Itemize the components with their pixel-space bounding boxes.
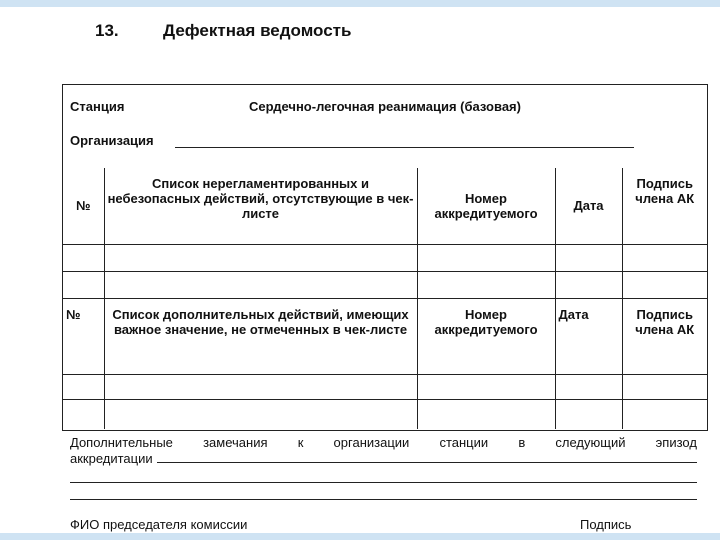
signature-label: Подпись [580,517,632,532]
notes-word: эпизод [655,435,697,450]
table-row [63,374,707,399]
notes-blank-line[interactable] [70,483,697,500]
table-cell[interactable] [104,374,417,399]
table-row [63,244,707,271]
notes-word: замечания [203,435,268,450]
table-row [63,399,707,429]
notes-line-1 [70,435,697,450]
notes-line-2-label: аккредитации [70,451,153,466]
station-label: Станция [70,99,125,114]
notes-field[interactable] [157,451,697,463]
table1-header-list: Список нерегламентированных и небезопасных действий, отсутствующие в чек-листе [104,168,417,244]
table-cell[interactable] [555,244,622,271]
table-cell[interactable] [104,399,417,429]
table-cell[interactable] [104,271,417,298]
table-cell[interactable] [63,374,104,399]
defect-table [63,168,707,429]
table1-header-candidate: Номер аккредитуемого [417,168,555,244]
table2-header-signature: Подпись члена АК [622,298,707,374]
table1-header-signature: Подпись члена АК [622,168,707,244]
table-cell[interactable] [555,374,622,399]
table-cell[interactable] [622,271,707,298]
table-row [63,271,707,298]
organization-field[interactable] [175,147,634,148]
notes-word: Дополнительные [70,435,173,450]
document-page [0,7,720,533]
heading-title: Дефектная ведомость [163,21,352,40]
table-cell[interactable] [622,399,707,429]
notes-word: в [518,435,526,450]
table-cell[interactable] [63,244,104,271]
table1-header-date: Дата [555,168,622,244]
organization-label: Организация [70,133,154,148]
table2-header-row [63,298,707,374]
heading-number: 13. [95,21,119,40]
table1-header-number: № [63,168,104,244]
table-cell[interactable] [417,399,555,429]
table-cell[interactable] [417,244,555,271]
page-heading [95,21,351,41]
table-cell[interactable] [104,244,417,271]
chair-name-label: ФИО председателя комиссии [70,517,248,532]
table-cell[interactable] [622,244,707,271]
table-cell[interactable] [63,399,104,429]
defect-form [62,84,708,431]
table-cell[interactable] [622,374,707,399]
table2-header-number: № [63,298,104,374]
notes-word: к [297,435,304,450]
notes-line-2 [70,451,697,466]
additional-notes [70,435,697,500]
table2-header-date: Дата [555,298,622,374]
notes-word: организации [333,435,410,450]
station-value: Сердечно-легочная реанимация (базовая) [249,99,521,114]
table-cell[interactable] [417,271,555,298]
table-cell[interactable] [63,271,104,298]
notes-word: следующий [555,435,626,450]
table1-header-row [63,168,707,244]
table-cell[interactable] [417,374,555,399]
table-cell[interactable] [555,271,622,298]
table-cell[interactable] [555,399,622,429]
table2-header-list: Список дополнительных действий, имеющих важное значение, не отмеченных в чек-листе [104,298,417,374]
notes-blank-line[interactable] [70,466,697,483]
table2-header-candidate: Номер аккредитуемого [417,298,555,374]
notes-word: станции [439,435,489,450]
